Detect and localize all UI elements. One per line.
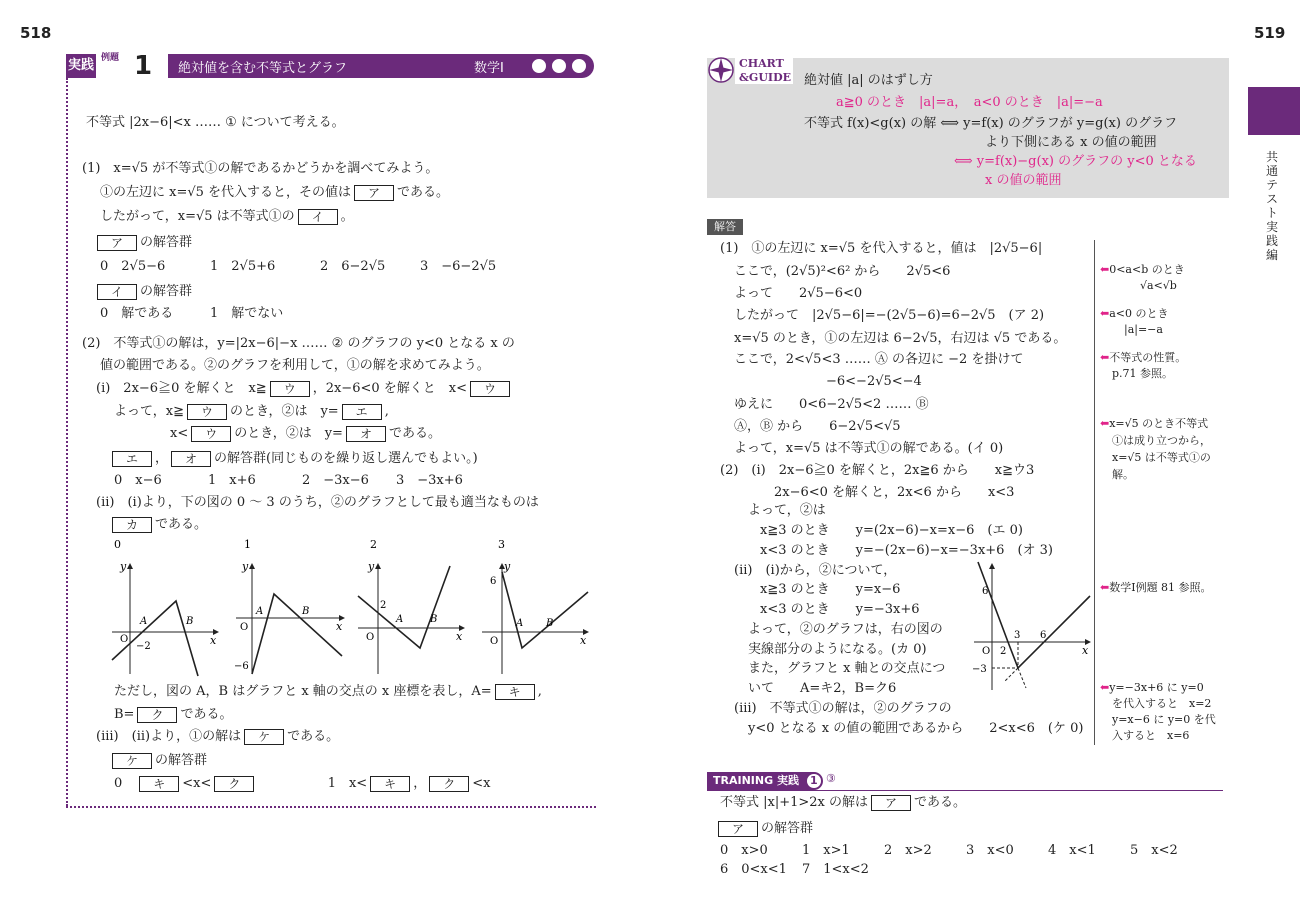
svg-text:A: A: [256, 606, 264, 617]
svg-text:2: 2: [1000, 646, 1007, 657]
logo-text: &GUIDE: [739, 71, 791, 84]
text: のとき，②は y=: [229, 404, 339, 419]
answer-box-ka: カ: [112, 517, 152, 533]
choice-item: 2 x>2: [884, 843, 932, 858]
difficulty-icon: [530, 57, 548, 75]
choice-item: 3 −6−2√5: [420, 259, 497, 274]
guide-line-3: 不等式 f(x)<g(x) の解 ⟺ y=f(x) のグラフが y=g(x) のグラフ: [804, 116, 1178, 131]
graph-label: 2: [370, 538, 377, 551]
difficulty-icon: [550, 57, 568, 75]
side-note: 入すると x=6: [1112, 729, 1190, 742]
answer-line: 2x−6<0 を解くと，2x<6 から x<3: [774, 485, 1015, 500]
text: である。: [287, 729, 340, 744]
choice-item: 4 x<1: [1048, 843, 1096, 858]
answer-line: よって 2√5−6<0: [734, 286, 863, 301]
text: である。: [388, 426, 441, 441]
svg-text:x: x: [456, 630, 463, 643]
choice-item: 0 解である: [100, 306, 174, 321]
answer-line: x≧3 のとき y=x−6: [760, 582, 901, 597]
svg-text:O: O: [240, 622, 249, 633]
dotted-border-bottom: [66, 806, 596, 808]
question-2-i: [96, 380, 513, 398]
subject-label: 数学Ⅰ: [474, 61, 504, 76]
graph-note-line2: [114, 706, 232, 724]
training-level: ③: [826, 772, 836, 785]
answer-box-u: ウ: [270, 381, 310, 397]
note-text: 不等式の性質。: [1109, 351, 1187, 364]
notes-separator: [1094, 240, 1095, 745]
answer-box-i: イ: [97, 284, 137, 300]
svg-text:x: x: [210, 634, 217, 647]
svg-text:y: y: [504, 560, 511, 573]
text: B=: [114, 707, 135, 722]
note-text: x=√5 のとき不等式: [1109, 417, 1209, 430]
side-note: ⬅y=−3x+6 に y=0: [1100, 681, 1204, 694]
answer-box-u: ウ: [187, 404, 227, 420]
text: の解答群: [761, 821, 814, 836]
graph-label: 1: [244, 538, 251, 551]
question-1-line2: [100, 184, 449, 202]
text: 不等式 |x|+1>2x の解は: [720, 795, 869, 810]
choices-i: [100, 305, 283, 323]
svg-text:x: x: [1082, 644, 1089, 657]
text: ，: [413, 776, 427, 791]
choice-item: 0 x>0: [720, 843, 768, 858]
difficulty-icon: [570, 57, 588, 75]
svg-text:x: x: [336, 620, 343, 633]
answer-line: いて A=キ2，B=ク6: [748, 681, 897, 696]
chart-guide-logo: [707, 52, 795, 88]
text: (iii) (ii)より，①の解は: [96, 729, 242, 744]
answer-line: (1) ①の左辺に x=√5 を代入すると，値は |2√5−6|: [720, 241, 1043, 256]
guide-line-2: a≧0 のとき |a|=a， a<0 のとき |a|=−a: [836, 95, 1103, 110]
svg-text:B: B: [302, 606, 310, 617]
answer-box-a: ア: [97, 235, 137, 251]
answer-line: 実線部分のようになる。(カ 0): [748, 642, 927, 657]
question-2-i-line2: よって，x≧ ウ のとき，②は y= エ ,: [114, 404, 389, 419]
text: <x: [472, 776, 491, 791]
example-title-bar: [168, 54, 594, 78]
note-text: 数学Ⅰ例題 81 参照。: [1109, 581, 1212, 594]
text: のとき，②は y=: [234, 426, 343, 441]
answer-line: よって，②のグラフは，右の図の: [748, 622, 943, 637]
example-title: 絶対値を含む不等式とグラフ: [178, 61, 348, 76]
svg-text:B: B: [430, 614, 438, 625]
answer-line: ゆえに 0<6−2√5<2 …… Ⓑ: [734, 397, 929, 412]
side-note: ⬅a<0 のとき: [1100, 307, 1169, 320]
answer-line: y<0 となる x の値の範囲であるから 2<x<6 (ケ 0): [748, 721, 1084, 736]
answer-line: −6<−2√5<−4: [826, 374, 922, 389]
jissen-tag: 実践: [66, 54, 96, 78]
page-number-left: 518: [20, 24, 52, 42]
page-number-right: 519: [1254, 24, 1286, 42]
svg-text:O: O: [982, 646, 991, 657]
answer-line: よって，x=√5 は不等式①の解である。(イ 0): [734, 441, 1004, 456]
question-1-line3: [100, 208, 354, 226]
choice-group-i: [97, 283, 192, 301]
answer-line: また，グラフと x 軸との交点につ: [748, 661, 946, 676]
svg-text:O: O: [490, 636, 499, 647]
choice-item: 1 解でない: [210, 306, 284, 321]
svg-text:B: B: [546, 618, 554, 629]
side-note: |a|=−a: [1124, 323, 1163, 336]
choice-group-ke: [112, 752, 207, 770]
note-text: a<0 のとき: [1109, 307, 1169, 320]
choice-item: 1 2√5+6: [210, 259, 276, 274]
dotted-border-left: [66, 78, 68, 806]
graph-1: [234, 538, 344, 674]
svg-text:2: 2: [380, 600, 387, 611]
answer-line: (ii) (i)から，②について，: [734, 563, 897, 578]
training-number: 1: [807, 774, 821, 788]
choice-item: 3 x<0: [966, 843, 1014, 858]
text: ただし，図の A，B はグラフと x 軸の交点の x 座標を表し，A=: [114, 684, 492, 699]
side-note: ⬅0<a<b のとき: [1100, 263, 1185, 276]
side-note: ⬅x=√5 のとき不等式: [1100, 417, 1209, 430]
answer-graph: [968, 560, 1094, 692]
svg-text:B: B: [186, 616, 194, 627]
text: の解答群: [140, 235, 193, 250]
text: <x<: [182, 776, 212, 791]
text: である。: [397, 185, 450, 200]
svg-text:A: A: [140, 616, 148, 627]
question-2-ii-line2: [112, 516, 207, 534]
text: である。: [180, 707, 233, 722]
svg-text:A: A: [396, 614, 404, 625]
answer-line: よって，②は: [748, 503, 826, 518]
choice-item: 6 0<x<1: [720, 862, 787, 877]
answer-line: ここで，(2√5)²<6² から 2√5<6: [734, 264, 951, 279]
answer-box-u: ウ: [191, 426, 231, 442]
answer-line: x=√5 のとき，①の左辺は 6−2√5，右辺は √5 である。: [734, 331, 1067, 346]
choice-item: 1 x<: [327, 776, 368, 791]
answer-box-ke: ケ: [244, 729, 284, 745]
answer-line: ここで，2<√5<3 …… Ⓐ の各辺に −2 を掛けて: [734, 352, 1024, 367]
graph-choices: [100, 536, 600, 678]
text: の解答群(同じものを繰り返し選んでもよい。): [214, 451, 478, 466]
svg-text:−2: −2: [136, 641, 151, 652]
choice-item: 2 −3x−6: [302, 473, 369, 488]
svg-text:y: y: [120, 560, 127, 573]
guide-line-4: より下側にある x の値の範囲: [985, 135, 1157, 150]
answer-line: (2) (i) 2x−6≧0 を解くと，2x≧6 から x≧ウ3: [720, 463, 1035, 478]
text: ，2x−6<0 を解くと x<: [312, 381, 467, 396]
side-note: ⬅不等式の性質。: [1100, 351, 1187, 364]
choice-item: 5 x<2: [1130, 843, 1178, 858]
svg-text:O: O: [120, 634, 129, 645]
side-note: p.71 参照。: [1112, 367, 1174, 380]
question-2: (2) 不等式①の解は，y=|2x−6|−x …… ② のグラフの y<0 となる x の: [82, 336, 515, 351]
choice-item: 0: [114, 776, 123, 791]
svg-text:6: 6: [982, 586, 989, 597]
svg-text:3: 3: [1014, 630, 1021, 641]
choice-item: 0 x−6: [114, 473, 162, 488]
question-2-iii: [96, 728, 339, 746]
choice-group-eo: エ ， オ の解答群(同じものを繰り返し選んでもよい。): [112, 450, 478, 468]
side-tab-label: 共通テスト実践編: [1265, 150, 1278, 262]
choice-item: 3 −3x+6: [396, 473, 463, 488]
training-rule: [707, 790, 1223, 791]
text: の解答群: [155, 753, 208, 768]
answer-line: (iii) 不等式①の解は，②のグラフの: [734, 701, 952, 716]
answer-box-ki: キ: [370, 776, 410, 792]
answer-line: x<3 のとき y=−3x+6: [760, 602, 920, 617]
side-note: を代入すると x=2: [1112, 697, 1212, 710]
answer-box-ku: ク: [137, 707, 177, 723]
text: である。: [914, 795, 967, 810]
answer-box-ki: キ: [139, 776, 179, 792]
guide-line-5: ⟺ y=f(x)−g(x) のグラフの y<0 となる: [954, 154, 1197, 169]
answer-box-ku: ク: [214, 776, 254, 792]
svg-text:O: O: [366, 632, 375, 643]
answer-line: したがって |2√5−6|=−(2√5−6)=6−2√5 (ア 2): [734, 308, 1045, 323]
choices-eo: [114, 472, 463, 490]
reidai-label: 例題: [100, 53, 119, 63]
guide-line-6: x の値の範囲: [985, 173, 1062, 188]
side-note: x=√5 は不等式①の: [1112, 451, 1211, 464]
training-tag: [707, 772, 823, 790]
note-text: 0<a<b のとき: [1109, 263, 1185, 276]
graph-2: [358, 538, 464, 674]
answer-line: x<3 のとき y=−(2x−6)−x=−3x+6 (オ 3): [760, 543, 1053, 558]
answer-line: x≧3 のとき y=(2x−6)−x=x−6 (エ 0): [760, 523, 1023, 538]
svg-text:−3: −3: [972, 664, 987, 675]
answer-box-u: ウ: [470, 381, 510, 397]
question-1: (1) x=√5 が不等式①の解であるかどうかを調べてみよう。: [82, 161, 439, 176]
svg-text:6: 6: [1040, 630, 1047, 641]
svg-text:−6: −6: [234, 661, 249, 672]
training-question: [720, 794, 966, 812]
logo-text: CHART: [739, 57, 784, 70]
svg-text:x: x: [580, 634, 587, 647]
graph-label: 3: [498, 538, 505, 551]
choice-item: 1 x>1: [802, 843, 850, 858]
answer-box-i: イ: [298, 209, 338, 225]
question-2-ii: (ii) (i)より，下の図の 0 ～ 3 のうち，②のグラフとして最も適当なものは: [96, 495, 539, 510]
training-answer-box: ア: [718, 821, 758, 837]
svg-text:y: y: [368, 560, 375, 573]
choice-item: 2 6−2√5: [320, 259, 386, 274]
side-note: ⬅数学Ⅰ例題 81 参照。: [1100, 581, 1212, 594]
text: よって，x≧: [114, 404, 184, 419]
answer-box-o: オ: [171, 451, 211, 467]
side-note: ①は成り立つから，: [1112, 434, 1211, 447]
side-tab-marker: [1248, 87, 1300, 135]
text: ①の左辺に x=√5 を代入すると，その値は: [100, 185, 352, 200]
text: したがって，x=√5 は不等式①の: [100, 209, 295, 224]
choice-item: 0 2√5−6: [100, 259, 166, 274]
text: である。: [155, 517, 208, 532]
text: (i) 2x−6≧0 を解くと x≧: [96, 381, 267, 396]
choice-item: 1 x+6: [208, 473, 256, 488]
choice-item: 7 1<x<2: [802, 862, 869, 877]
graph-label: 0: [114, 538, 121, 551]
answer-line: Ⓐ，Ⓑ から 6−2√5<√5: [734, 419, 901, 434]
svg-text:A: A: [516, 618, 524, 629]
side-note: 解。: [1112, 468, 1134, 481]
side-note: y=x−6 に y=0 を代: [1112, 713, 1216, 726]
side-note: √a<√b: [1140, 279, 1177, 292]
training-label: TRAINING 実践: [713, 774, 799, 787]
answer-box-e: エ: [112, 451, 152, 467]
text: の解答群: [140, 284, 193, 299]
question-2-line2: 値の範囲である。②のグラフを利用して，①の解を求めてみよう。: [100, 358, 490, 373]
answer-box-ki: キ: [495, 684, 535, 700]
guide-line-1: 絶対値 |a| のはずし方: [804, 73, 933, 88]
example-number: 1: [134, 51, 153, 81]
svg-text:6: 6: [490, 576, 497, 587]
training-choices-row1: [720, 842, 1178, 860]
graph-3: [482, 538, 588, 674]
training-answer-box: ア: [871, 795, 911, 811]
training-choices-row2: [720, 861, 869, 879]
svg-text:y: y: [242, 560, 249, 573]
note-text: y=−3x+6 に y=0: [1109, 681, 1204, 694]
graph-note: ただし，図の A，B はグラフと x 軸の交点の x 座標を表し，A= キ ,: [114, 684, 542, 699]
answer-box-a: ア: [354, 185, 394, 201]
answer-box-o: オ: [346, 426, 386, 442]
answer-box-e: エ: [342, 404, 382, 420]
answer-box-ku: ク: [429, 776, 469, 792]
choices-ke: [114, 775, 490, 793]
text: 。: [340, 209, 354, 224]
choice-group-a: [97, 234, 192, 252]
problem-intro: 不等式 |2x−6|<x …… ① について考える。: [86, 115, 345, 130]
choices-a: [100, 258, 496, 276]
text: x<: [170, 426, 189, 441]
answer-box-ke: ケ: [112, 753, 152, 769]
answer-tag: 解答: [707, 219, 743, 235]
training-choice-group: [718, 820, 813, 838]
graph-0: [112, 538, 218, 676]
question-2-i-line3: [170, 425, 441, 443]
